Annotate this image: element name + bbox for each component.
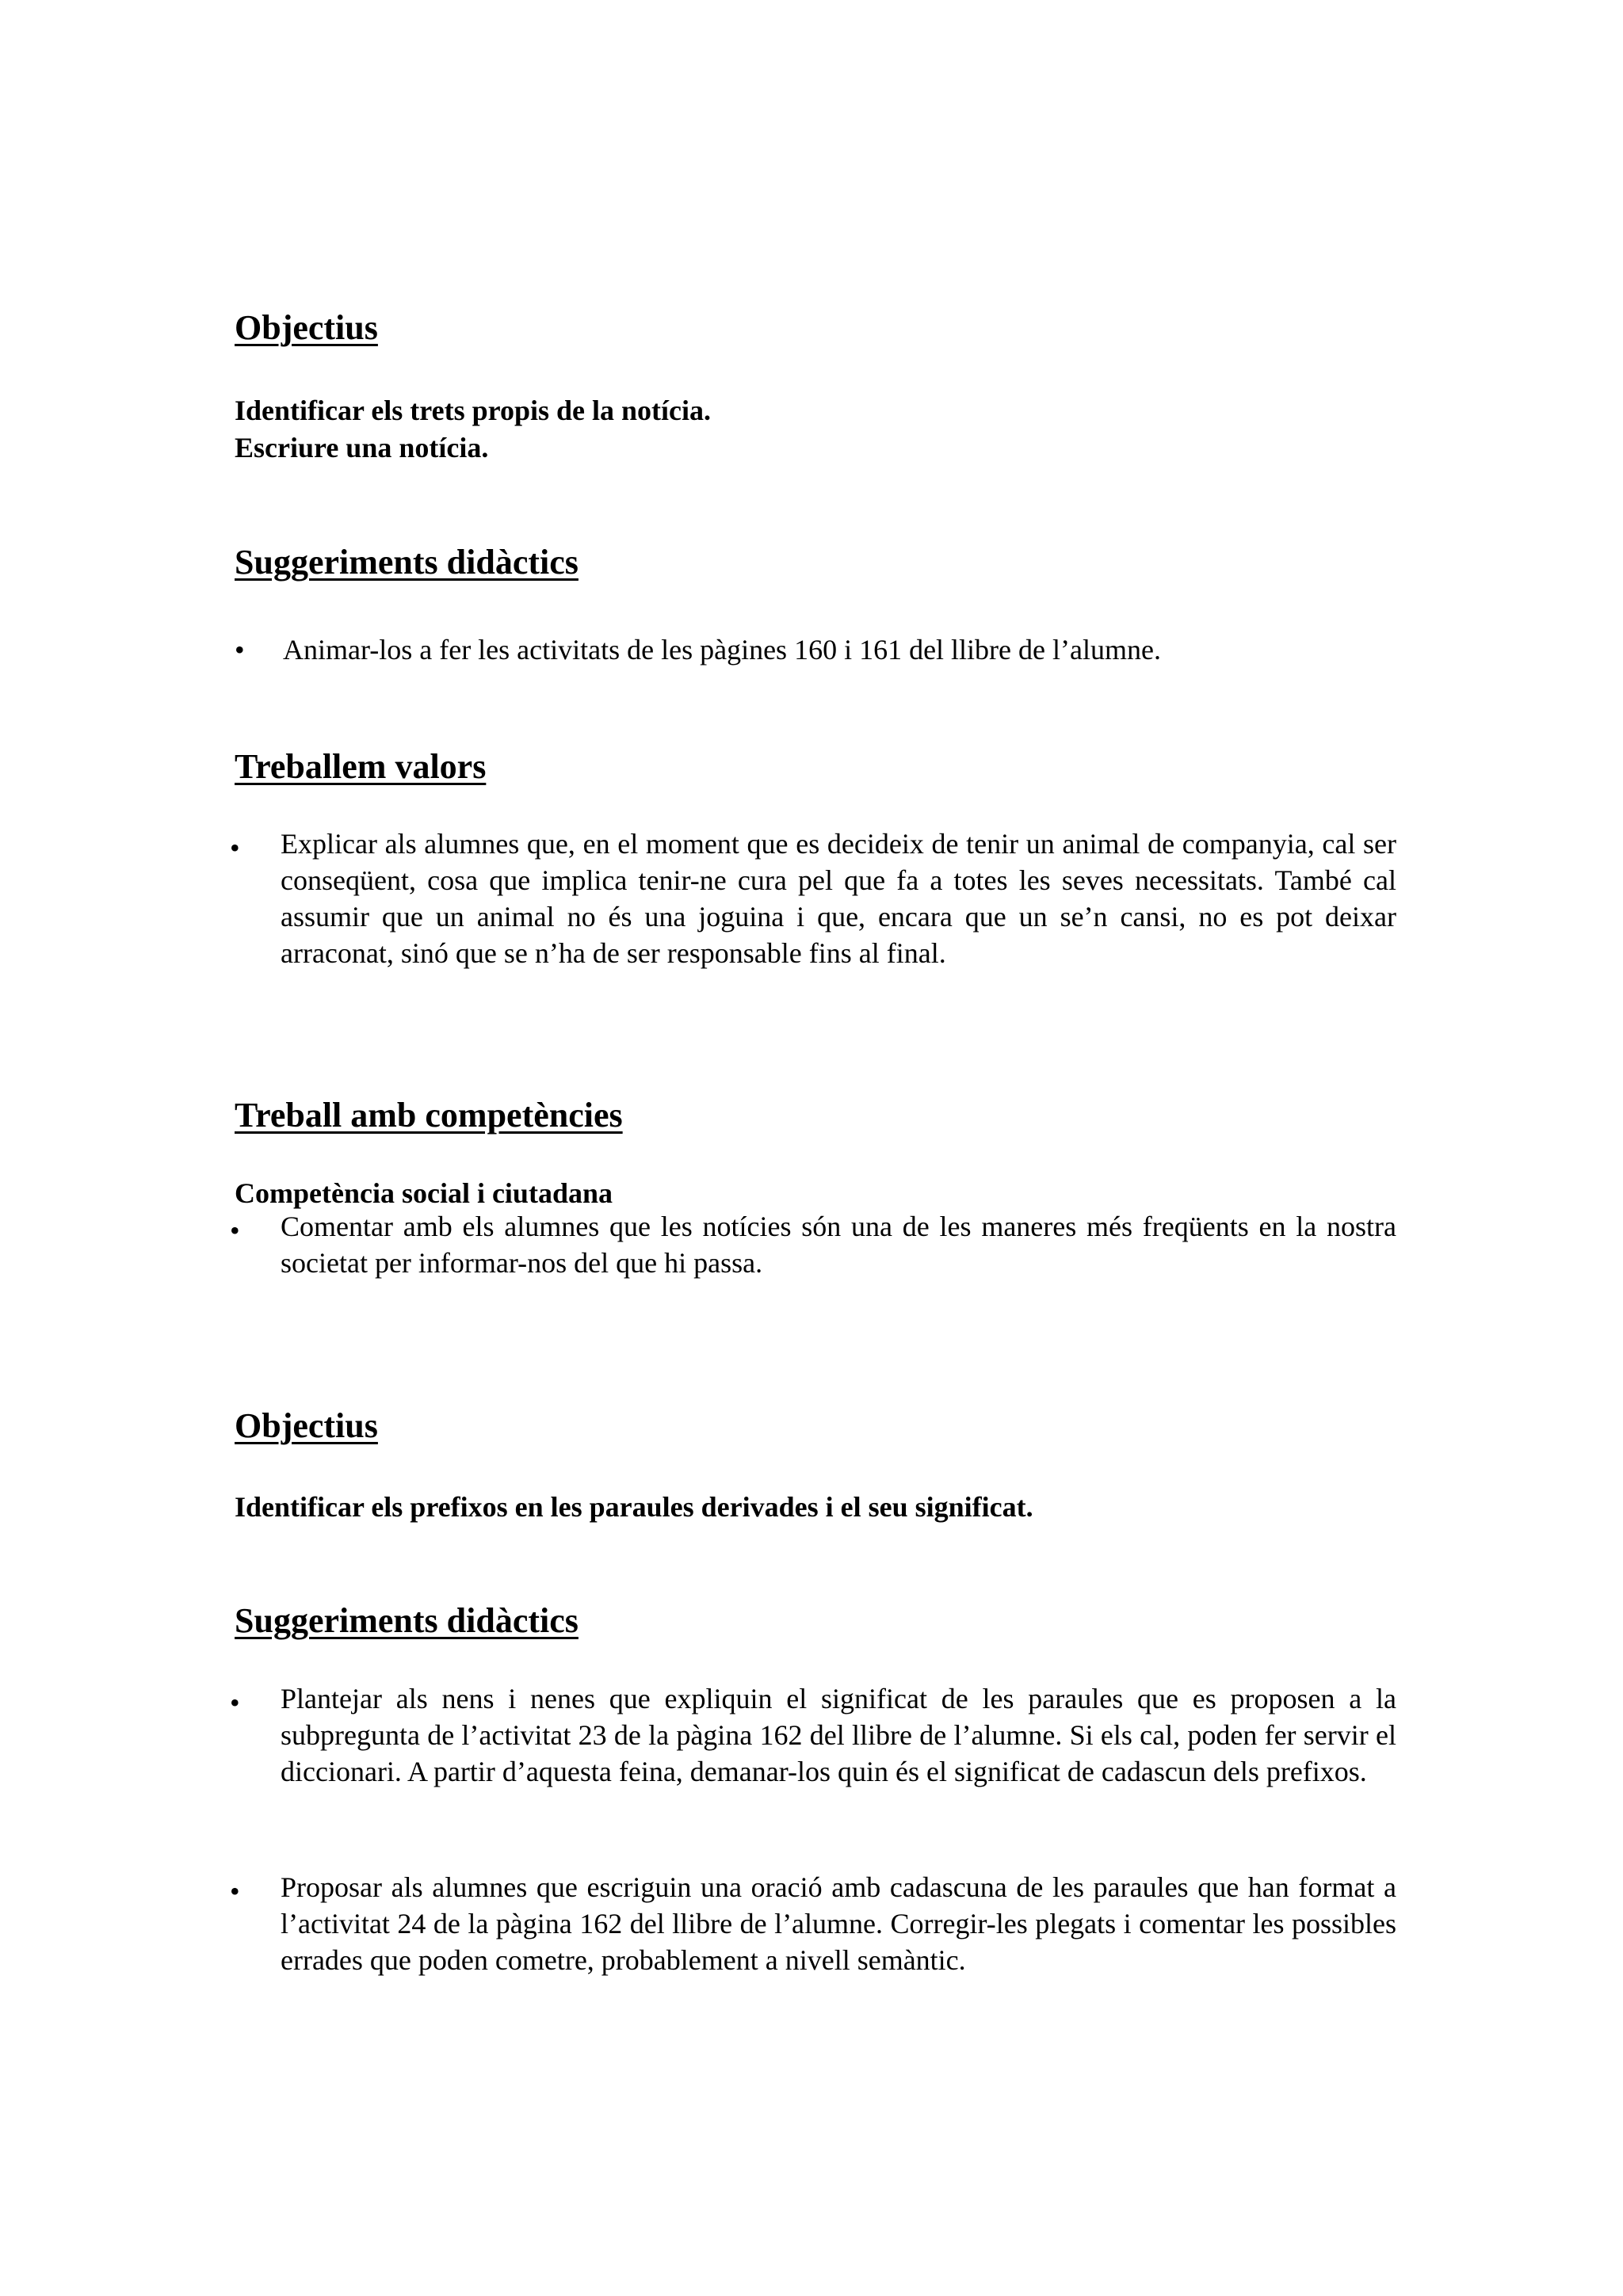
section-heading-treballem-valors: Treballem valors [235, 747, 487, 786]
objective-line: Escriure una notícia. [235, 432, 489, 463]
objective-line: Identificar els prefixos en les paraules derivades i el seu significat. [235, 1491, 1033, 1523]
objective-line: Identificar els trets propis de la notícia. [235, 395, 711, 426]
bullet-icon: • [230, 1875, 240, 1907]
values-paragraph: Explicar als alumnes que, en el moment que es decideix de tenir un animal de companyia, cal ser conseqüent, cosa que implica tenir-ne cura pel que fa a totes les seves necessitats. També cal assumir que un animal no és una joguina i que, encara que un se’n cansi, no es pot deixar arraconat, sinó que se n’ha de ser responsable fins al final. [281, 828, 1396, 969]
suggestion-paragraph: Plantejar als nens i nenes que expliquin el significat de les paraules que es proposen a la subpregunta de l’activitat 23 de la pàgina 162 del llibre de l’alumne. Si els cal, poden fer servir el diccionari. A partir d’aquesta feina, demanar-los quin és el significat de cadascun dels prefixos. [281, 1683, 1396, 1787]
section-heading-suggeriments: Suggeriments didàctics [235, 543, 579, 582]
suggestion-item: Animar-los a fer les activitats de les pàgines 160 i 161 del llibre de l’alumne. [283, 634, 1161, 666]
suggestion-paragraph: Proposar als alumnes que escriguin una oració amb cadascuna de les paraules que han format a l’activitat 24 de la pàgina 162 del llibre de l’alumne. Corregir-les plegats i comentar les possibles errades que poden cometre, probablement a nivell semàntic. [281, 1871, 1396, 1976]
section-heading-suggeriments-2: Suggeriments didàctics [235, 1601, 579, 1640]
bullet-icon: • [235, 634, 245, 666]
section-heading-objectius-2: Objectius [235, 1406, 378, 1445]
section-heading-objectius: Objectius [235, 308, 378, 347]
competence-paragraph: Comentar amb els alumnes que les notícies són una de les maneres més freqüents en la nostra societat per informar-nos del que hi passa. [281, 1211, 1396, 1279]
section-heading-competencies: Treball amb competències [235, 1096, 623, 1135]
competence-subheading: Competència social i ciutadana [235, 1177, 613, 1209]
bullet-icon: • [230, 1687, 240, 1718]
bullet-icon: • [230, 1215, 240, 1246]
bullet-icon: • [230, 832, 240, 864]
